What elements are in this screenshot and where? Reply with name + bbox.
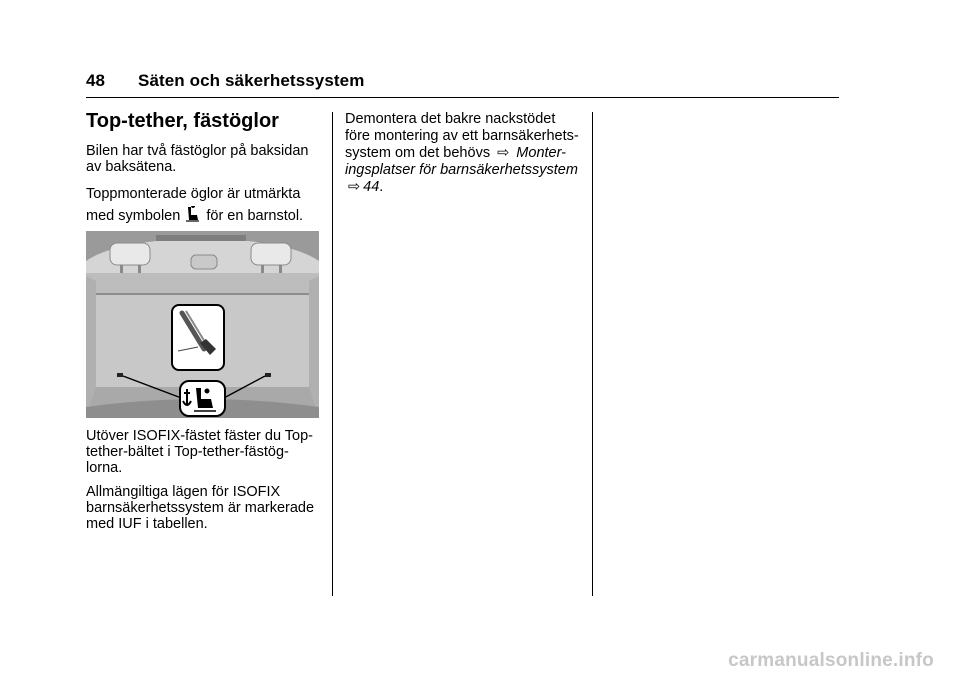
- headrest-text: Demontera det bakre nackstödet före montering av ett barnsäkerhets-system om det behövs: [345, 111, 579, 161]
- paragraph-positions: Allmängiltiga lägen för ISOFIX barnsäkerhetssystem är markerade med IUF i tabellen.: [86, 484, 315, 532]
- left-column-lower: [86, 428, 322, 540]
- reference-arrow-icon: ⇨: [497, 145, 510, 161]
- paragraph-isofix: Utöver ISOFIX-fästet fäster du Top-tether-bältet i Top-tether-fästög-lorna.: [86, 428, 313, 476]
- column-divider-right: [592, 112, 593, 596]
- watermark: carmanualsonline.info: [728, 650, 934, 671]
- column-divider-left: [332, 112, 333, 596]
- rear-seat-tether-figure: [86, 231, 319, 418]
- rear-seat-illustration: [86, 231, 319, 418]
- left-column: [86, 110, 322, 235]
- paragraph-symbol-after: för en barnstol.: [206, 208, 304, 224]
- header-rule: [86, 97, 839, 98]
- paragraph-anchors: Bilen har två fästöglor på baksidan av baksätena.: [86, 143, 309, 175]
- reference-page-number[interactable]: 44: [363, 179, 380, 195]
- page-reference-arrow-icon: ⇨: [348, 179, 361, 195]
- paragraph-headrest: [345, 111, 581, 196]
- reference-link-text[interactable]: Monter-ingsplatser för barnsäkerhetssystem: [345, 145, 578, 178]
- page-number: 48: [86, 71, 106, 90]
- reference-period: .: [379, 179, 384, 195]
- section-title: Top-tether, fästöglor: [86, 110, 279, 132]
- right-column: [345, 111, 581, 204]
- paragraph-symbol: [86, 183, 322, 227]
- page-header: [86, 71, 364, 91]
- paragraph-symbol-before: Toppmonterade öglor är utmärkta med symbolen: [86, 186, 301, 224]
- chapter-title: Säten och säkerhetssystem: [138, 71, 365, 90]
- top-tether-symbol-icon: [185, 206, 200, 222]
